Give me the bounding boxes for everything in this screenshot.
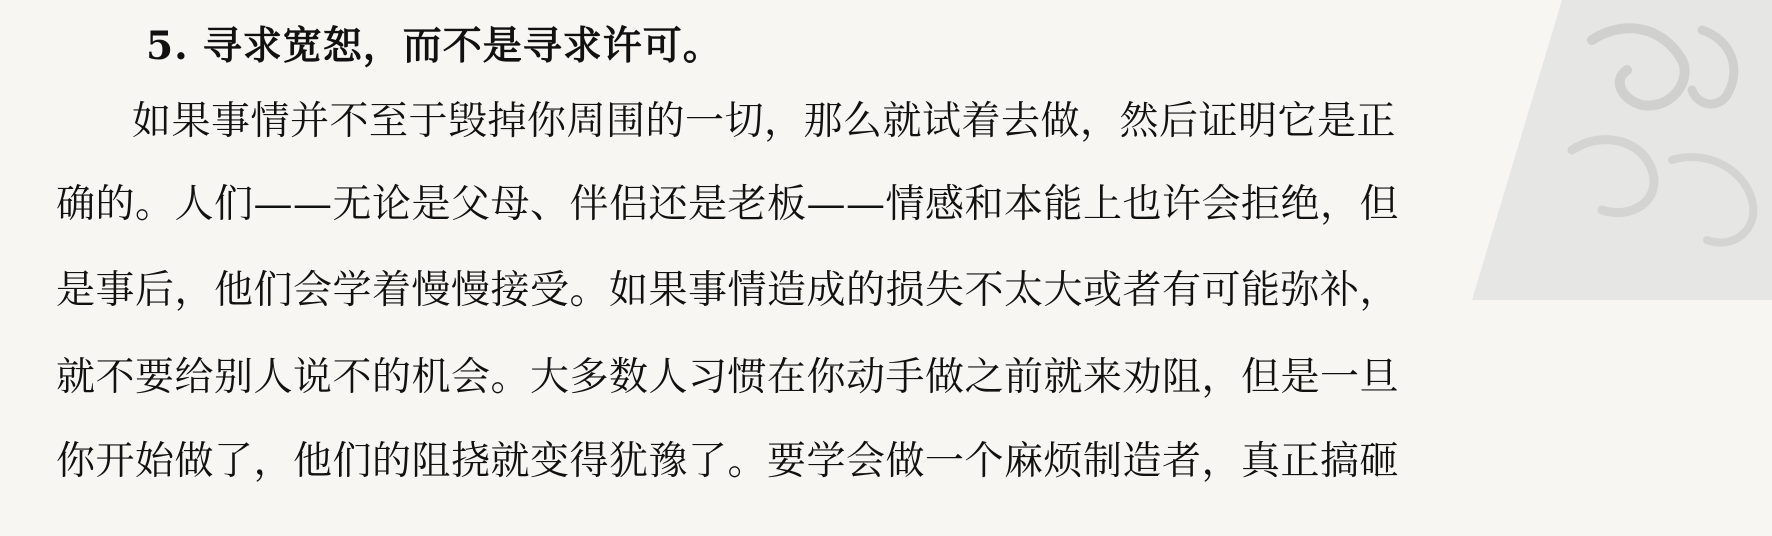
section-number: 5. (146, 23, 189, 69)
watermark-decoration (1472, 0, 1772, 300)
paragraph-line: 如果事情并不至于毁掉你周围的一切，那么就试着去做，然后证明它是正 (132, 99, 1397, 144)
paragraph-line: 确的。人们——无论是父母、伴侣还是老板——情感和本能上也许会拒绝，但 (56, 182, 1400, 227)
section-title: 寻求宽恕，而不是寻求许可。 (202, 23, 723, 69)
paragraph-line: 你开始做了，他们的阻挠就变得犹豫了。要学会做一个麻烦制造者，真正搞砸 (56, 439, 1400, 484)
paragraph-line: 是事后，他们会学着慢慢接受。如果事情造成的损失不太大或者有可能弥补， (56, 268, 1400, 313)
section-heading (146, 18, 723, 74)
paragraph-line: 就不要给别人说不的机会。大多数人习惯在你动手做之前就来劝阻，但是一旦 (56, 355, 1400, 400)
